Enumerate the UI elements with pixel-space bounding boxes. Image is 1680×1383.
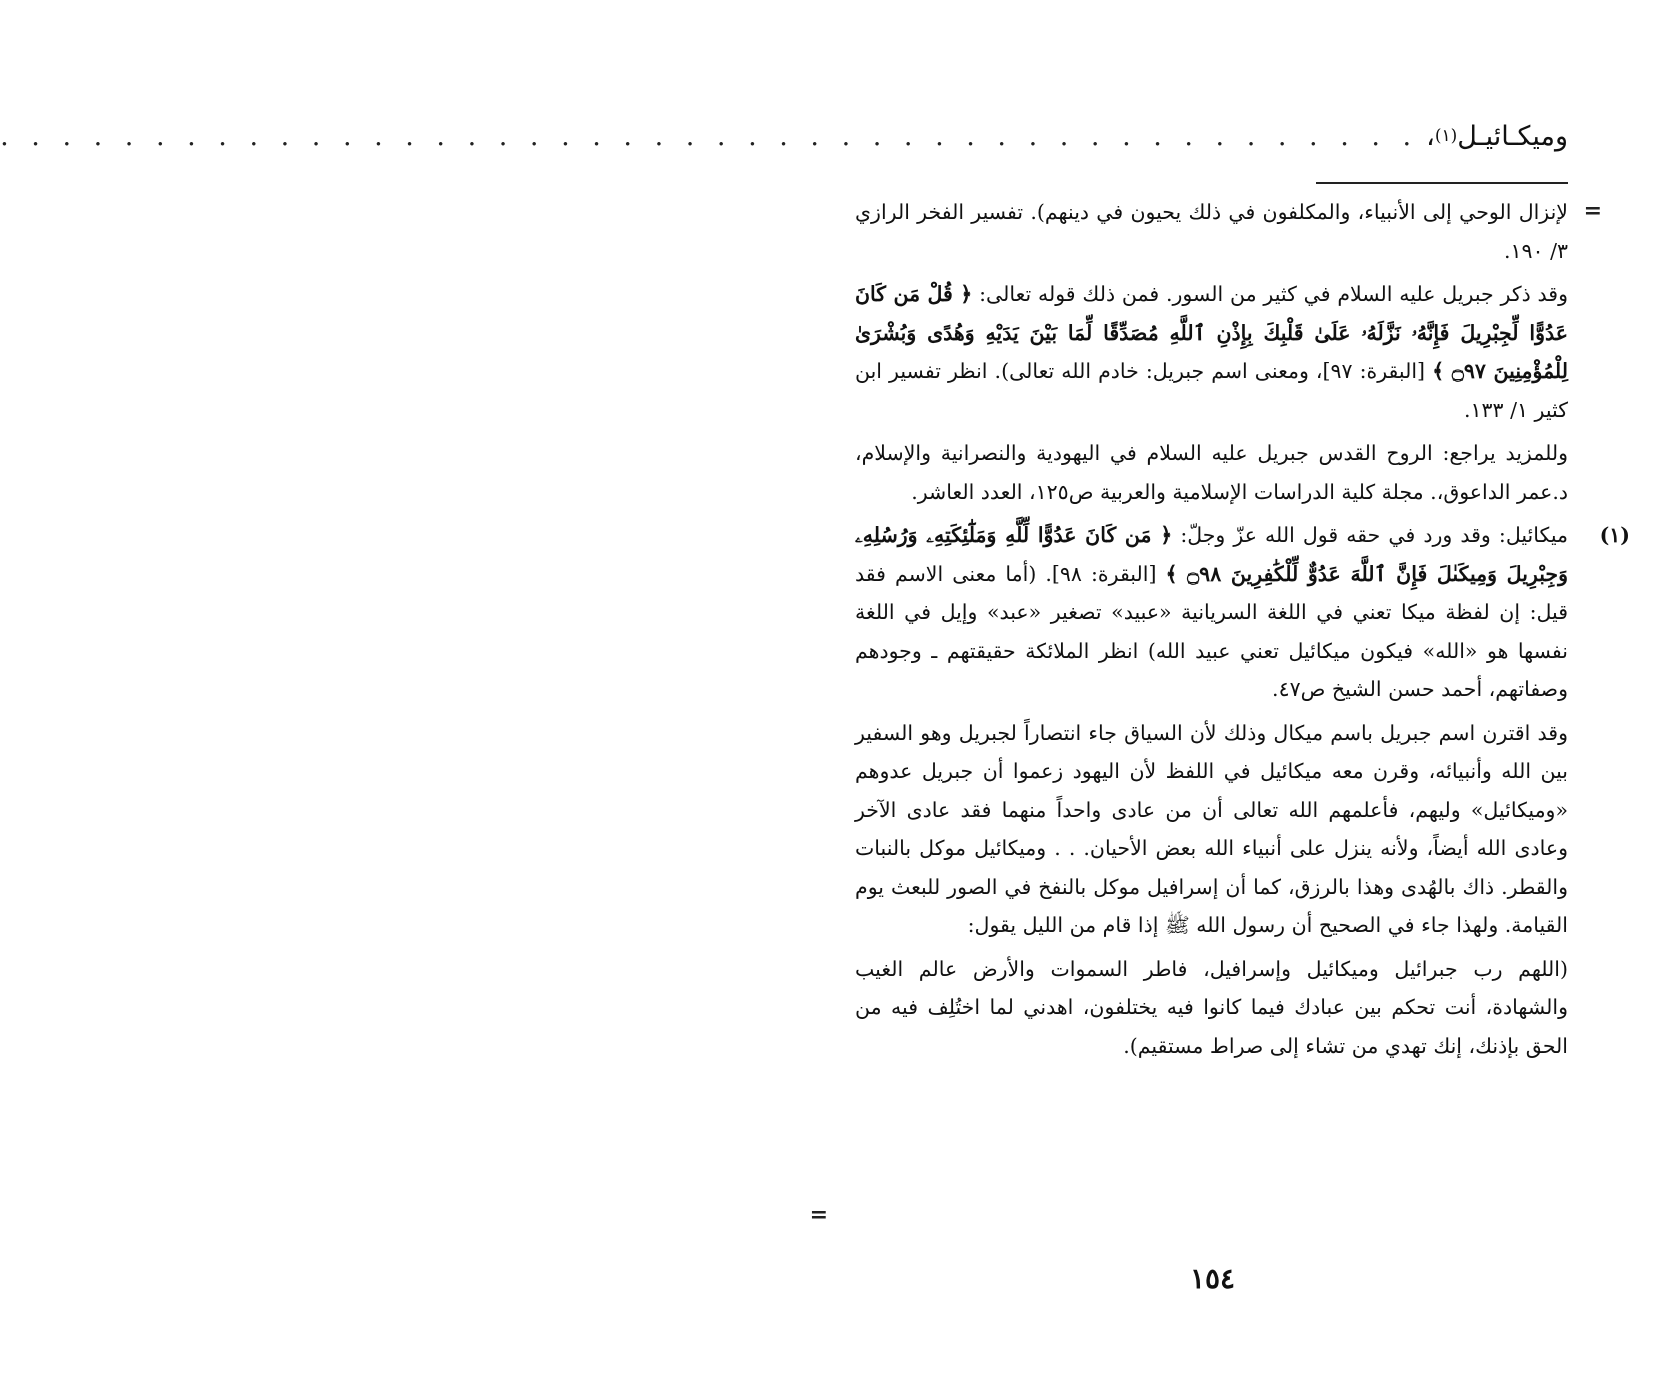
footnote-1-intro: ميكائيل: وقد ورد في حقه قول الله عزّ وجلّ: [1180, 523, 1568, 547]
note-paragraph-2 [855, 275, 1568, 429]
footnote-1 [855, 516, 1630, 709]
continuation-mark-bottom: = [809, 1202, 828, 1228]
note-paragraph-6-supplication: (اللهم رب جبرائيل وميكائيل وإسرافيل، فاطر السموات والأرض عالم الغيب والشهادة، أنت تحكم بين عبادك فيما كانوا فيه يختلفون، اهدني لما اختُلِف فيه من الحق بإذنك، إنك تهدي من تشاء إلى صراط مستقيم). [855, 956, 1568, 1058]
page-number: ١٥٤ [1189, 1262, 1236, 1295]
header-footnote-ref: (١) [1434, 126, 1458, 146]
footnotes-body [855, 193, 1630, 1070]
header-comma: ، [1426, 120, 1435, 152]
note-paragraph-5: وقد اقترن اسم جبريل باسم ميكال وذلك لأن السياق جاء انتصاراً لجبريل وهو السفير بين الله وأنبيائه، وقرن معه ميكائيل في اللفظ لأن اليهود زعموا أن جبريل عدوهم «وميكائيل» وليهم، فأعلمهم الله تعالى أن من عادى واحداً منهما فقد عادى الآخر وعادى الله أيضاً، ولأنه ينزل على أنبياء الله بعض الأحيان. . . وميكائيل موكل بالنبات والقطر. ذاك بالهُدى وهذا بالرزق، كما أن إسرافيل موكل بالنفخ في الصور للبعث يوم القيامة. ولهذا جاء في الصحيح أن رسول الله ﷺ إذا قام من الليل يقول: [855, 720, 1568, 937]
note-paragraph-1: لإنزال الوحي إلى الأنبياء، والمكلفون في ذلك يحيون في دينهم). تفسير الفخر الرازي ٣/ ١٩٠. [855, 200, 1568, 263]
running-header [0, 112, 1568, 160]
continuation-mark-top: = [1583, 198, 1602, 224]
footnote-1-number: (١) [1599, 523, 1630, 547]
header-dot-leader: . . . . . . . . . . . . . . . . . . . . . . . . . . . . . . . . . . . . . . . . . . . . . . [0, 120, 1419, 152]
footnote-1-explanation: [البقرة: ٩٨]. (أما معنى الاسم فقد قيل: إن لفظة ميكا تعني في اللغة السريانية «عبيد» تصغير «عبد» وإيل في اللغة نفسها هو «الله» فيكون ميكائيل تعني عبيد الله) انظر الملائكة حقيقتهم ـ وجودهم وصفاتهم، أحمد حسن الشيخ ص٤٧. [855, 561, 1568, 701]
quran-verse-97: ﴿ قُلْ مَن كَانَ عَدُوًّا لِّجِبْرِيلَ فَإِنَّهُۥ نَزَّلَهُۥ عَلَىٰ قَلْبِكَ بِإِذْنِ ٱللَّهِ مُصَدِّقًا لِّمَا بَيْنَ يَدَيْهِ وَهُدًى وَبُشْرَىٰ لِلْمُؤْمِنِينَ ۝٩٧ ﴾ [855, 282, 1568, 383]
paragraph-2-citation: [البقرة: ٩٧]، ومعنى اسم جبريل: خادم الله تعالى). انظر تفسير ابن كثير ١/ ١٣٣. [855, 359, 1568, 422]
note-paragraph-3: وللمزيد يراجع: الروح القدس جبريل عليه السلام في اليهودية والنصرانية والإسلام، د.عمر الداعوق،. مجلة كلية الدراسات الإسلامية والعربية ص١٢٥، العدد العاشر. [855, 441, 1568, 504]
paragraph-2-intro: وقد ذكر جبريل عليه السلام في كثير من السور. فمن ذلك قوله تعالى: [979, 282, 1568, 306]
header-title: وميكـائيـل [1457, 120, 1568, 152]
quran-verse-98: ﴿ مَن كَانَ عَدُوًّا لِّلَّهِ وَمَلَٰٓئِكَتِهِۦ وَرُسُلِهِۦ وَجِبْرِيلَ وَمِيكَىٰلَ فَإِنَّ ٱللَّهَ عَدُوٌّ لِّلْكَٰفِرِينَ ۝٩٨ ﴾ [855, 523, 1568, 586]
footnote-separator-rule [1316, 182, 1568, 184]
